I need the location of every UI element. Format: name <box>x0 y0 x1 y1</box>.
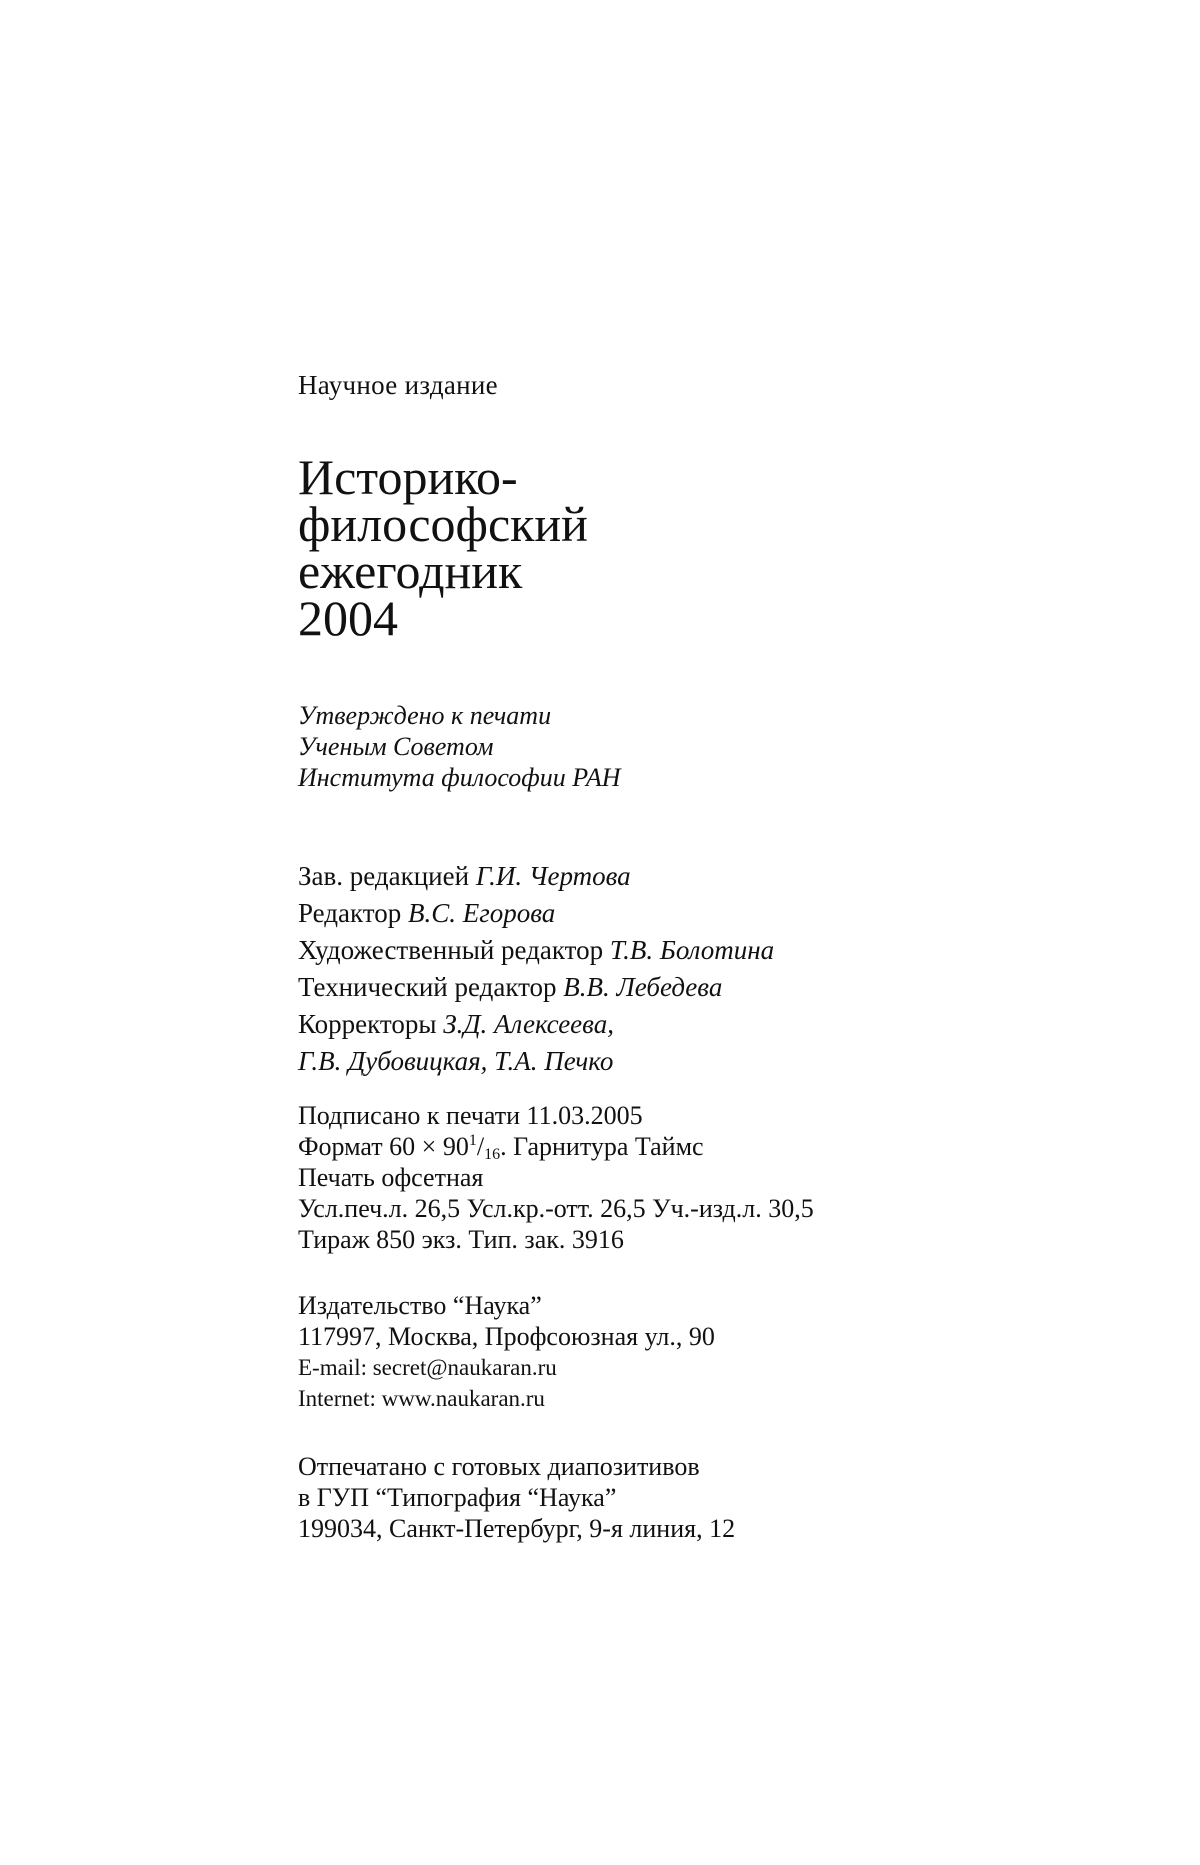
credit-head-editor <box>298 858 774 895</box>
edition-type: Научное издание <box>298 370 498 400</box>
publisher-name: Издательство “Наука” <box>298 1291 542 1320</box>
approval-line: Утверждено к печати <box>298 701 552 730</box>
credit-art-editor <box>298 932 774 969</box>
credit-name: Т.В. Болотина <box>609 935 775 965</box>
credit-role: Технический редактор <box>298 972 557 1002</box>
signed-date: Подписано к печати 11.03.2005 <box>298 1101 643 1130</box>
credit-role: Редактор <box>298 898 402 928</box>
title-line: философский <box>298 496 588 552</box>
credit-name: В.В. Лебедева <box>563 972 723 1002</box>
print-info <box>298 1100 814 1255</box>
credit-editor <box>298 895 774 932</box>
printer-address: 199034, Санкт-Петербург, 9-я линия, 12 <box>298 1514 736 1543</box>
credit-proofreaders <box>298 1006 774 1043</box>
format-sup: 1 <box>468 1132 477 1149</box>
credit-tech-editor <box>298 969 774 1006</box>
publisher-website: Internet: www.naukaran.ru <box>298 1386 545 1411</box>
credit-role: Художественный редактор <box>298 935 604 965</box>
credit-role: Зав. редакцией <box>298 861 470 891</box>
format-suffix: . Гарнитура Таймс <box>500 1132 704 1161</box>
book-title <box>298 449 588 646</box>
approval-line: Ученым Советом <box>298 732 494 761</box>
printer-line: в ГУП “Типография “Наука” <box>298 1483 617 1512</box>
format-line <box>298 1131 814 1162</box>
printer-line: Отпечатано с готовых диапозитивов <box>298 1452 700 1481</box>
credit-proofreaders-continued: Г.В. Дубовицкая, Т.А. Печко <box>298 1046 614 1076</box>
printer-info <box>298 1451 735 1544</box>
approval-line: Института философии РАН <box>298 763 621 792</box>
credit-name: В.С. Егорова <box>407 898 556 928</box>
credit-name: Г.И. Чертова <box>475 861 631 891</box>
publisher-info <box>298 1290 715 1414</box>
publisher-email: E-mail: secret@naukaran.ru <box>298 1355 557 1380</box>
sheets-info: Усл.печ.л. 26,5 Усл.кр.-отт. 26,5 Уч.-изд.л. 30,5 <box>298 1194 814 1223</box>
credit-name: З.Д. Алексеева, <box>443 1009 614 1039</box>
format-sub: 16 <box>484 1146 501 1163</box>
print-type: Печать офсетная <box>298 1163 484 1192</box>
title-year: 2004 <box>298 590 398 646</box>
credits <box>298 858 774 1080</box>
title-line: Историко- <box>298 449 518 505</box>
format-prefix: Формат 60 × 90 <box>298 1132 469 1161</box>
approval-note <box>298 700 620 793</box>
title-line: ежегодник <box>298 543 523 599</box>
circulation-info: Тираж 850 экз. Тип. зак. 3916 <box>298 1225 624 1254</box>
format-slash: / <box>476 1132 485 1161</box>
credit-role: Корректоры <box>298 1009 437 1039</box>
publisher-address: 117997, Москва, Профсоюзная ул., 90 <box>298 1322 715 1351</box>
